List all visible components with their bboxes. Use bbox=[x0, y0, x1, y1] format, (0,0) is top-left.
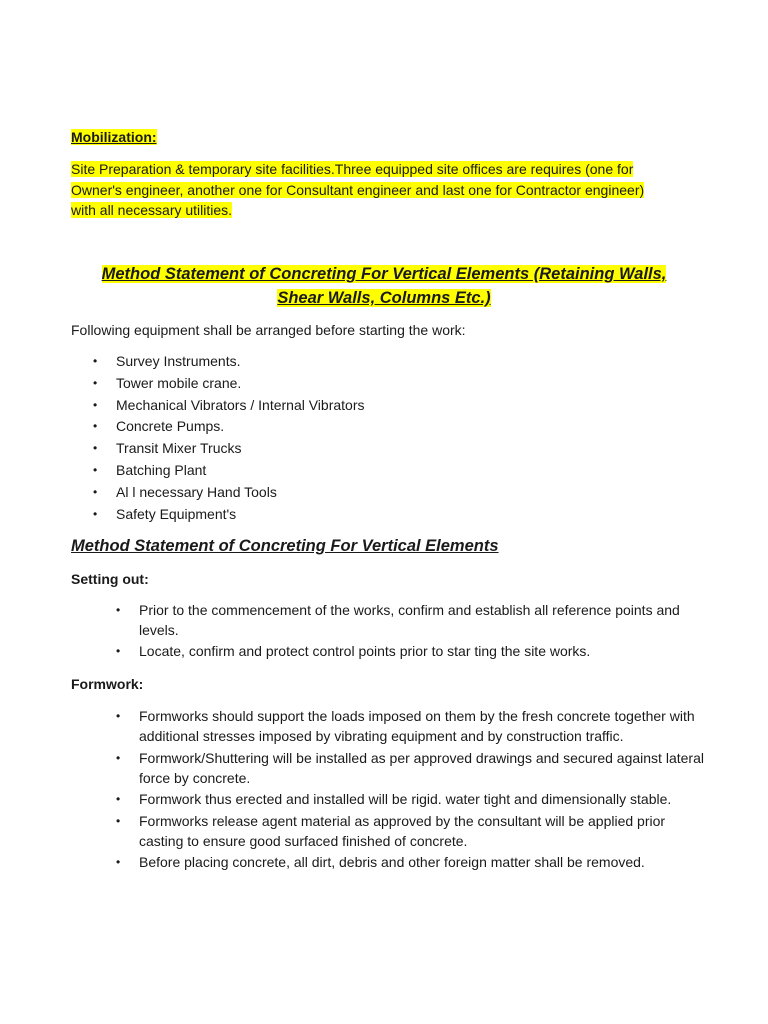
list-item bbox=[93, 395, 365, 417]
list-item bbox=[116, 811, 706, 851]
bullet-icon: • bbox=[116, 855, 121, 869]
list-item bbox=[93, 504, 365, 526]
list-item bbox=[116, 641, 706, 661]
intro-text: Following equipment shall be arranged before starting the work: bbox=[71, 322, 466, 338]
list-item-text: Before placing concrete, all dirt, debris and other foreign matter shall be removed. bbox=[139, 854, 645, 870]
bullet-icon: • bbox=[116, 792, 121, 806]
list-item-text: Batching Plant bbox=[116, 461, 207, 478]
list-item bbox=[116, 748, 706, 788]
list-item bbox=[93, 438, 365, 460]
formwork-heading: Formwork: bbox=[71, 676, 144, 692]
setting-out-list bbox=[116, 600, 706, 662]
section-heading: Method Statement of Concreting For Vertical Elements bbox=[71, 537, 499, 555]
list-item bbox=[93, 482, 365, 504]
list-item-text: Tower mobile crane. bbox=[116, 374, 242, 391]
list-item bbox=[116, 789, 706, 809]
list-item-text: Concrete Pumps. bbox=[116, 418, 225, 435]
list-item-text: Prior to the commencement of the works, confirm and establish all reference points and levels. bbox=[139, 602, 680, 638]
bullet-icon: • bbox=[116, 644, 121, 658]
list-item bbox=[116, 706, 706, 746]
list-item-text: Formworks should support the loads imposed on them by the fresh concrete together with additional stresses imposed by vibrating equipment and by construction traffic. bbox=[139, 708, 695, 744]
mobilization-paragraph bbox=[71, 159, 711, 221]
list-item-text: Al l necessary Hand Tools bbox=[116, 483, 277, 500]
list-item-text: Formwork thus erected and installed will be rigid. water tight and dimensionally stable. bbox=[139, 791, 672, 807]
bullet-icon: • bbox=[93, 375, 98, 390]
bullet-icon: • bbox=[93, 354, 98, 368]
mobilization-line: with all necessary utilities. bbox=[71, 202, 233, 218]
method-statement-title: Method Statement of Concreting For Vertical Elements (Retaining Walls, Shear Walls, Columns Etc.) bbox=[101, 265, 667, 307]
bullet-icon: • bbox=[93, 462, 98, 477]
list-item-text: Transit Mixer Trucks bbox=[116, 440, 242, 457]
equipment-list bbox=[93, 351, 365, 525]
bullet-icon: • bbox=[93, 506, 98, 521]
list-item-text: Formworks release agent material as approved by the consultant will be applied prior casting to ensure good surfaced finished of concrete. bbox=[139, 812, 666, 849]
bullet-icon: • bbox=[93, 397, 98, 412]
formwork-list bbox=[116, 706, 706, 874]
list-item bbox=[93, 373, 365, 395]
list-item-text: Formwork/Shuttering will be installed as per approved drawings and secured against lateral force by concrete. bbox=[139, 749, 704, 786]
list-item-text: Locate, confirm and protect control points prior to star ting the site works. bbox=[139, 643, 591, 659]
bullet-icon: • bbox=[116, 750, 121, 765]
list-item-text: Survey Instruments. bbox=[116, 353, 241, 369]
list-item-text: Safety Equipment's bbox=[116, 505, 237, 522]
list-item bbox=[93, 416, 365, 438]
bullet-icon: • bbox=[116, 813, 121, 828]
bullet-icon: • bbox=[93, 419, 98, 434]
mobilization-line: Site Preparation & temporary site facilities.Three equipped site offices are requires (one for bbox=[71, 161, 634, 177]
bullet-icon: • bbox=[93, 484, 98, 499]
list-item bbox=[116, 600, 706, 640]
list-item bbox=[93, 460, 365, 482]
list-item bbox=[93, 351, 365, 373]
setting-out-heading: Setting out: bbox=[71, 571, 149, 587]
list-item bbox=[116, 852, 706, 872]
bullet-icon: • bbox=[116, 709, 121, 723]
list-item-text: Mechanical Vibrators / Internal Vibrators bbox=[116, 396, 365, 413]
bullet-icon: • bbox=[93, 441, 98, 456]
mobilization-heading: Mobilization: bbox=[71, 129, 157, 145]
mobilization-line: Owner's engineer, another one for Consultant engineer and last one for Contractor engineer) bbox=[71, 181, 645, 198]
bullet-icon: • bbox=[116, 603, 121, 617]
